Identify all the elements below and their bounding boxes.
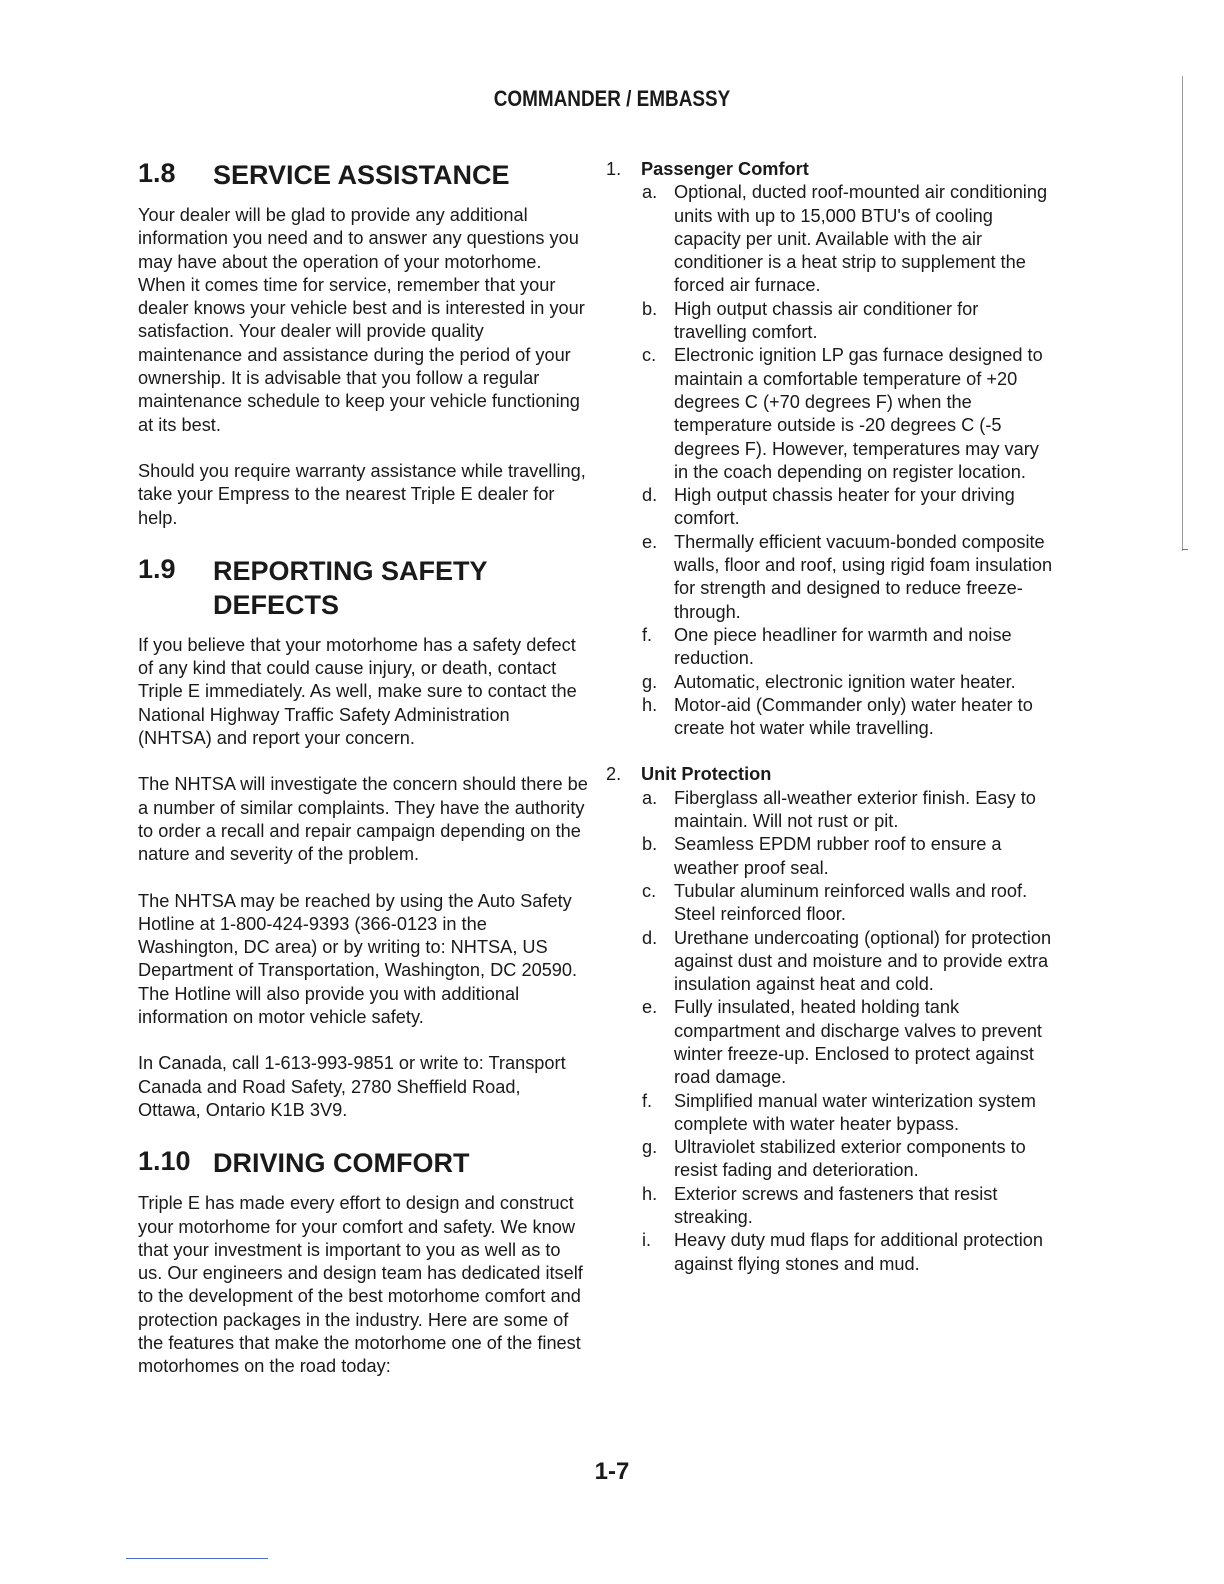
footnote-rule <box>126 1558 268 1559</box>
margin-rule <box>1182 76 1183 551</box>
numbered-heading <box>606 763 1056 786</box>
list-item <box>606 531 1056 624</box>
list-item-text: Tubular aluminum reinforced walls and roof. Steel reinforced floor. <box>674 880 1028 925</box>
list-item-letter: b. <box>642 298 658 319</box>
list-item-letter: h. <box>642 694 658 715</box>
list-item <box>606 1090 1056 1137</box>
list-item-letter: f. <box>642 624 653 645</box>
paragraph: The NHTSA will investigate the concern should there be a number of similar complaints. They have the authority to order a recall and repair campaign depending on the nature and severity of the problem. <box>138 774 588 865</box>
list-item <box>606 996 1056 1089</box>
list-item-letter: a. <box>642 787 658 808</box>
list-item <box>606 344 1056 484</box>
list-item-text: Thermally efficient vacuum-bonded composite walls, floor and roof, using rigid foam insulation for strength and designed to reduce freeze-through. <box>674 531 1053 622</box>
list-item-text: Electronic ignition LP gas furnace designed to maintain a comfortable temperature of +20 degrees C (+70 degrees F) when the temperature outside is -20 degrees C (-5 degrees F). However, temperatures may vary in the coach depending on register location. <box>674 345 1043 482</box>
feature-list-unit-protection <box>606 787 1056 1276</box>
list-item-letter: e. <box>642 997 658 1018</box>
paragraph: Triple E has made every effort to design and construct your motorhome for your comfort and safety. We know that your investment is important to you as well as to us. Our engineers and design team has dedicated itself to the development of the best motorhome comfort and protection packages in the industry. Here are some of the features that make the motorhome one of the finest motorhomes on the road today: <box>138 1193 583 1377</box>
list-item-letter: a. <box>642 182 658 203</box>
section-title: DRIVING COMFORT <box>213 1148 470 1179</box>
list-item <box>606 1136 1056 1183</box>
section-title: SERVICE ASSISTANCE <box>213 160 510 190</box>
list-item-letter: b. <box>642 834 658 855</box>
feature-list-passenger-comfort <box>606 181 1056 740</box>
list-item-text: Urethane undercoating (optional) for protection against dust and moisture and to provide extra insulation against heat and cold. <box>674 927 1052 995</box>
list-item <box>606 1229 1056 1276</box>
list-item-letter: g. <box>642 1137 658 1158</box>
list-item-text: Exterior screws and fasteners that resist streaking. <box>674 1183 998 1228</box>
list-item <box>606 787 1056 834</box>
paragraph: Should you require warranty assistance while travelling, take your Empress to the nearest Triple E dealer for help. <box>138 460 586 528</box>
list-item-text: Motor-aid (Commander only) water heater to create hot water while travelling. <box>674 694 1033 739</box>
right-column <box>606 158 1056 1276</box>
section-number: 1.10 <box>138 1146 191 1177</box>
list-item <box>606 833 1056 880</box>
paragraph: In Canada, call 1-613-993-9851 or write to: Transport Canada and Road Safety, 2780 Sheffield Road, Ottawa, Ontario K1B 3V9. <box>138 1053 566 1120</box>
list-item <box>606 694 1056 741</box>
list-item-letter: g. <box>642 671 658 692</box>
section-number: 1.8 <box>138 158 176 188</box>
list-item-text: Automatic, electronic ignition water heater. <box>674 671 1016 692</box>
page-header-title: COMMANDER / EMBASSY <box>493 86 731 111</box>
list-item <box>606 880 1056 927</box>
list-item-text: Fiberglass all-weather exterior finish. Easy to maintain. Will not rust or pit. <box>674 787 1036 832</box>
list-item-letter: e. <box>642 531 658 552</box>
paragraph: The NHTSA may be reached by using the Auto Safety Hotline at 1-800-424-9393 (366-0123 in the Washington, DC area) or by writing to: NHTSA, US Department of Transportation, Washington, DC 20590. The Hotline will also provide you with additional information on motor vehicle safety. <box>138 890 578 1028</box>
list-item-text: Seamless EPDM rubber roof to ensure a weather proof seal. <box>674 834 1002 878</box>
list-item-letter: f. <box>642 1090 653 1111</box>
section-number: 1.9 <box>138 553 176 584</box>
page-number: 1-7 <box>594 1458 630 1485</box>
list-item <box>606 624 1056 671</box>
list-item-text: Simplified manual water winterization system complete with water heater bypass. <box>674 1090 1036 1134</box>
list-item <box>606 671 1056 694</box>
section-heading-1-9 <box>138 554 588 622</box>
list-item-letter: c. <box>642 880 657 901</box>
list-item-letter: c. <box>642 345 657 366</box>
list-item-letter: h. <box>642 1183 658 1204</box>
list-item-text: Ultraviolet stabilized exterior components to resist fading and deterioration. <box>674 1137 1026 1181</box>
section-heading-1-8 <box>138 158 588 192</box>
list-item-text: High output chassis heater for your driving comfort. <box>674 485 1015 529</box>
numbered-heading <box>606 158 1056 181</box>
paragraph: If you believe that your motorhome has a safety defect of any kind that could cause injury, or death, contact Triple E immediately. As well, make sure to contact the National Highway Traffic Safety Administration (NHTSA) and report your concern. <box>138 634 577 749</box>
section-title: REPORTING SAFETY DEFECTS <box>213 555 488 620</box>
list-item <box>606 1183 1056 1230</box>
list-item <box>606 181 1056 297</box>
margin-rule-tick <box>1182 549 1188 550</box>
list-item-text: Heavy duty mud flaps for additional protection against flying stones and mud. <box>674 1230 1044 1274</box>
list-item-text: One piece headliner for warmth and noise reduction. <box>674 624 1012 669</box>
list-item-letter: d. <box>642 485 658 506</box>
list-title: Unit Protection <box>641 764 772 785</box>
list-number: 1. <box>606 159 622 179</box>
list-title: Passenger Comfort <box>641 159 809 179</box>
section-heading-1-10 <box>138 1146 588 1180</box>
list-item-letter: d. <box>642 927 658 948</box>
list-item-text: High output chassis air conditioner for travelling comfort. <box>674 298 979 343</box>
list-item <box>606 298 1056 345</box>
list-item <box>606 927 1056 997</box>
left-column <box>138 158 588 1379</box>
list-item-letter: i. <box>642 1230 652 1251</box>
list-number: 2. <box>606 764 622 785</box>
paragraph: Your dealer will be glad to provide any additional information you need and to answer any questions you may have about the operation of your motorhome. When it comes time for service, remember that your dealer knows your vehicle best and is interested in your satisfaction. Your dealer will provide quality maintenance and assistance during the period of your ownership. It is advisable that you follow a regular maintenance schedule to keep your vehicle functioning at its best. <box>138 205 585 435</box>
list-item <box>606 484 1056 531</box>
list-item-text: Fully insulated, heated holding tank compartment and discharge valves to prevent winter freeze-up. Enclosed to protect against road damage. <box>674 997 1042 1088</box>
list-item-text: Optional, ducted roof-mounted air conditioning units with up to 15,000 BTU's of cooling capacity per unit. Available with the air conditioner is a heat strip to supplement the forced air furnace. <box>674 182 1048 296</box>
